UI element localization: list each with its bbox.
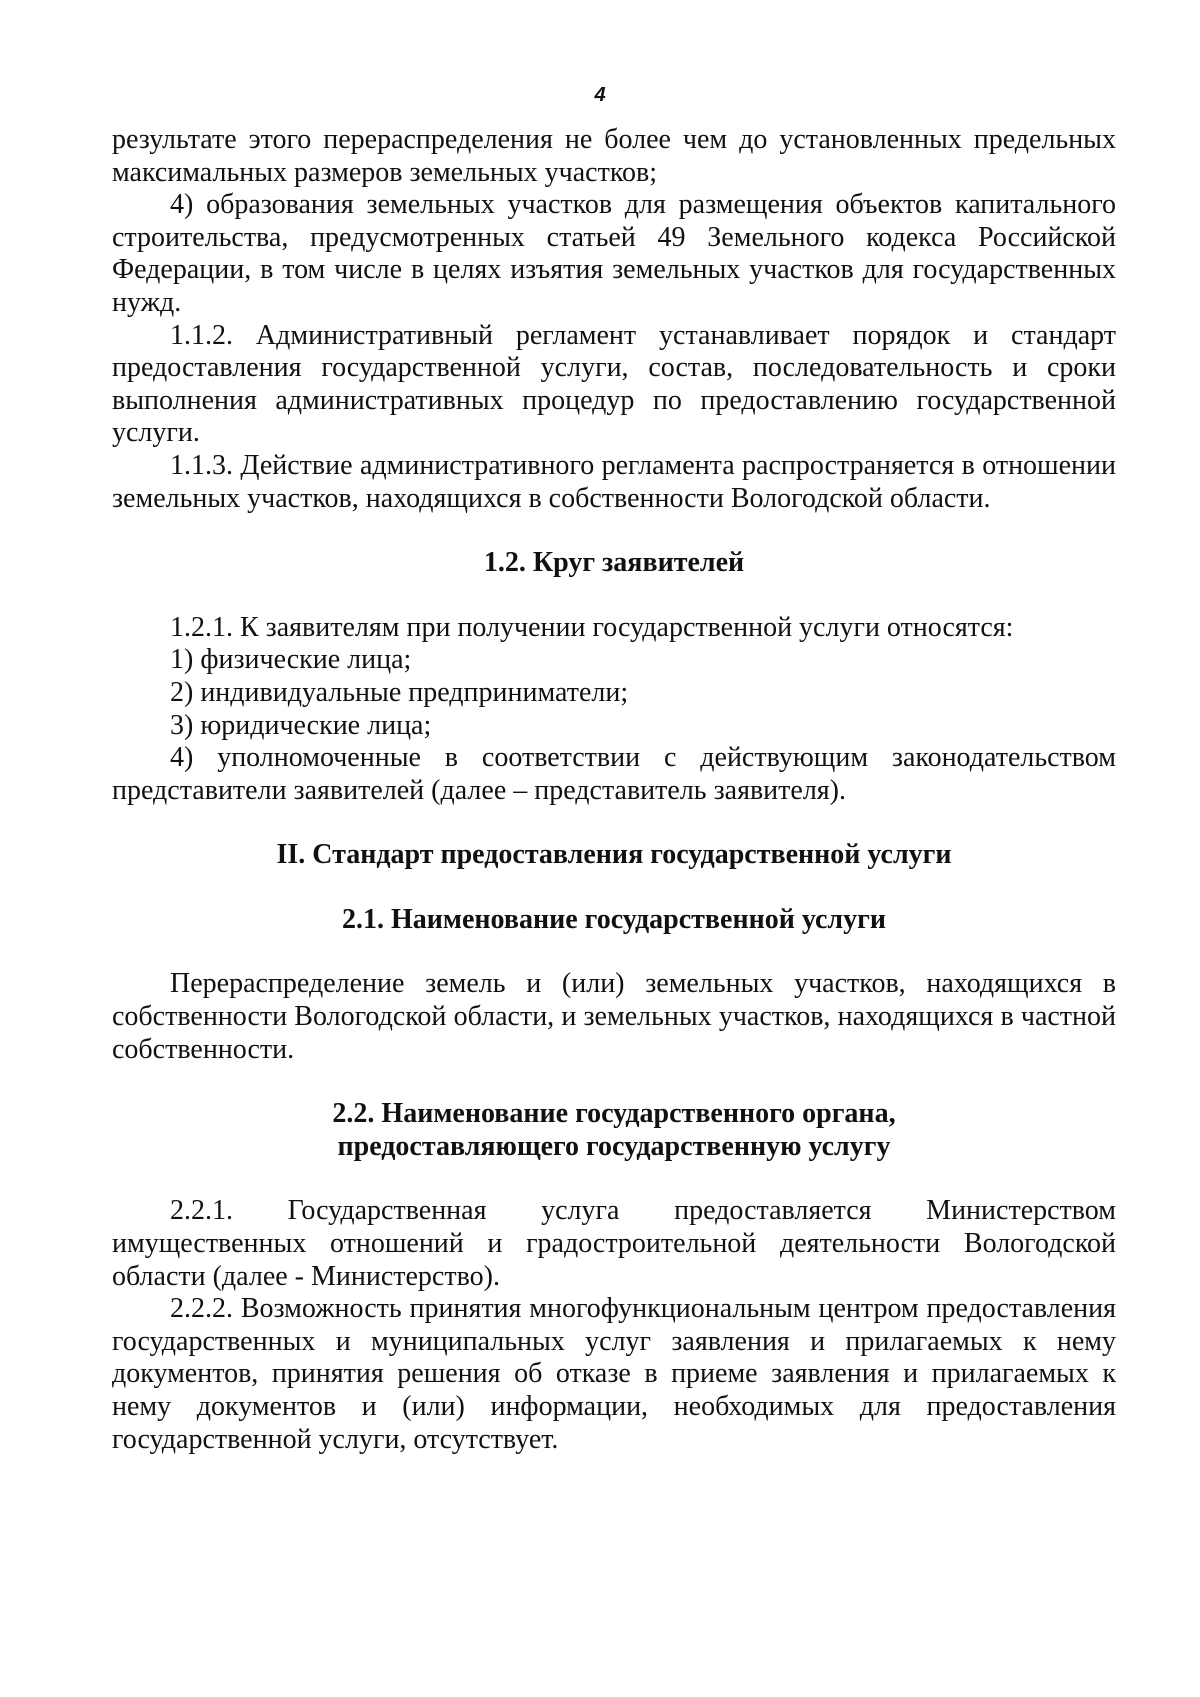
section-heading-2-1: 2.1. Наименование государственной услуги <box>342 903 886 935</box>
applicant-item-3: 3) юридические лица; <box>170 709 432 741</box>
paragraph-1-1-3: 1.1.3. Действие административного регламента распространяется в отношении земельных участков, находящихся в собственности Вологодской области. <box>112 449 1116 514</box>
page-number: 4 <box>594 84 606 106</box>
applicant-item-4: 4) уполномоченные в соответствии с действующим законодательством представители заявителей (далее – представитель заявителя). <box>112 742 1116 806</box>
paragraph-item-4: 4) образования земельных участков для размещения объектов капитального строительства, предусмотренных статьей 49 Земельного кодекса Российской Федерации, в том числе в целях изъятия земельных участков для государственных нужд. <box>112 189 1116 318</box>
section-heading-2-2-line2: предоставляющего государственную услугу <box>337 1130 891 1162</box>
section-heading-II: II. Стандарт предоставления государственной услуги <box>276 839 952 871</box>
applicant-item-2: 2) индивидуальные предприниматели; <box>170 676 629 708</box>
document-body <box>112 124 1116 1456</box>
paragraph-service-name: Перераспределение земель и (или) земельных участков, находящихся в собственности Вологодской области, и земельных участков, находящихся в частной собственности. <box>112 968 1116 1065</box>
paragraph-continuation: результате этого перераспределения не более чем до установленных предельных максимальных размеров земельных участков; <box>112 124 1116 188</box>
applicant-item-1: 1) физические лица; <box>170 644 412 676</box>
paragraph-2-2-1: 2.2.1. Государственная услуга предоставляется Министерством имущественных отношений и градостроительной деятельности Вологодской области (далее - Министерство). <box>112 1195 1116 1292</box>
paragraph-1-1-2: 1.1.2. Административный регламент устанавливает порядок и стандарт предоставления государственной услуги, состав, последовательность и сроки выполнения административных процедур по предоставлению государственной услуги. <box>112 319 1116 449</box>
paragraph-1-2-1: 1.2.1. К заявителям при получении государственной услуги относятся: <box>170 611 1014 643</box>
section-heading-1-2: 1.2. Круг заявителей <box>483 547 745 579</box>
section-heading-2-2-line1: 2.2. Наименование государственного органа, <box>332 1098 896 1130</box>
paragraph-2-2-2: 2.2.2. Возможность принятия многофункциональным центром предоставления государственных и муниципальных услуг заявления и прилагаемых к нему документов, принятия решения об отказе в приеме заявления и прилагаемых к нему документов и (или) информации, необходимых для предоставления государственной услуги, отсутствует. <box>112 1293 1116 1455</box>
